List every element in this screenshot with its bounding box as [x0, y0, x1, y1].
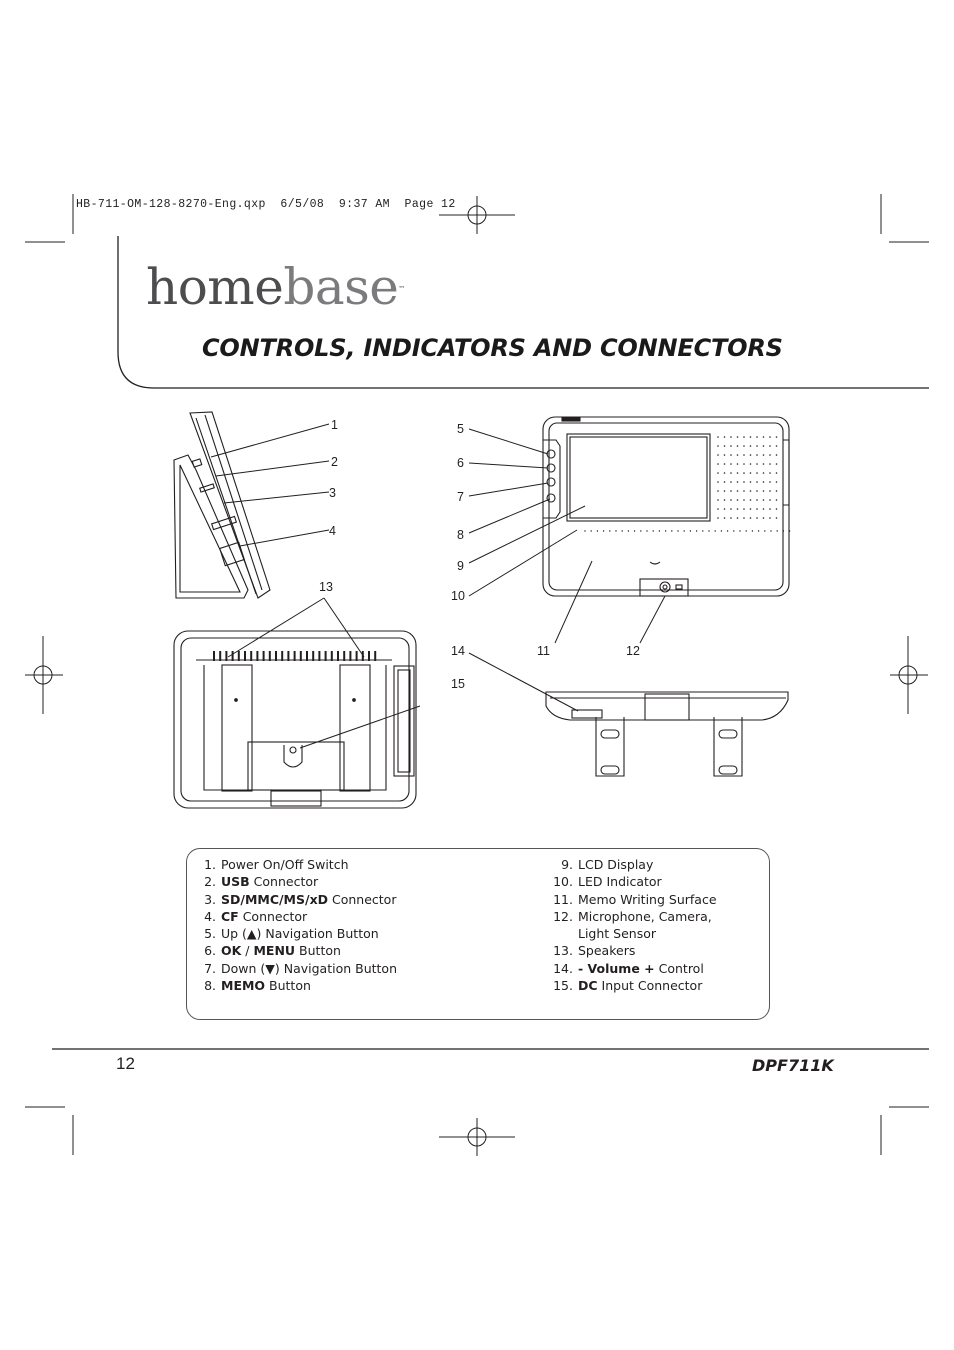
legend-right-column: [553, 856, 717, 994]
callout-5: 5: [457, 422, 464, 436]
leader-1: [211, 424, 329, 457]
callout-8: 8: [457, 528, 464, 542]
callout-4: 4: [329, 524, 336, 538]
callout-15: 15: [451, 677, 465, 691]
logo-trademark: ™: [398, 285, 405, 293]
legend-item: 9. LCD Display: [561, 857, 654, 872]
legend-item: 12. Microphone, Camera,: [553, 908, 712, 924]
registration-mark: [439, 196, 515, 234]
leader-10: [469, 530, 577, 596]
leader-13a: [228, 598, 324, 657]
registration-mark: [890, 636, 928, 714]
callout-9: 9: [457, 559, 464, 573]
side-view-diagram: [174, 412, 270, 598]
header-frame: [118, 236, 929, 388]
page-number: 12: [116, 1054, 135, 1073]
legend-item: 6. OK / MENU Button: [204, 943, 341, 959]
back-speaker-grille: [214, 651, 375, 661]
leader-11: [555, 561, 592, 643]
leader-6: [469, 463, 548, 468]
leader-13b: [324, 598, 364, 657]
legend-item: 7. Down (▼) Navigation Button: [204, 960, 397, 976]
callout-6: 6: [457, 456, 464, 470]
leader-15: [300, 706, 420, 748]
logo-part-home: home: [146, 258, 284, 316]
leader-14: [469, 653, 578, 711]
callout-11: 11: [537, 644, 550, 658]
leader-8: [469, 499, 550, 533]
callout-10: 10: [451, 589, 465, 603]
callout-13: 13: [319, 580, 333, 594]
legend-item: 5. Up (▲) Navigation Button: [204, 926, 379, 942]
leader-9: [469, 506, 585, 563]
legend-item: 3. SD/MMC/MS/xD Connector: [204, 891, 397, 907]
callout-7: 7: [457, 490, 464, 504]
legend-item: 11. Memo Writing Surface: [553, 891, 717, 907]
section-title: CONTROLS, INDICATORS AND CONNECTORS: [202, 334, 783, 362]
callout-14: 14: [451, 644, 465, 658]
callout-1: 1: [331, 418, 338, 432]
legend-item: 1. Power On/Off Switch: [204, 857, 349, 872]
legend-item: 14. - Volume + Control: [553, 960, 704, 976]
legend-left-column: [200, 856, 397, 994]
leader-12: [640, 596, 665, 643]
logo-part-base: base: [283, 258, 399, 316]
model-number: DPF711K: [752, 1056, 834, 1075]
registration-mark: [439, 1118, 515, 1156]
leader-7: [469, 483, 548, 496]
legend-item: 2. USB Connector: [204, 874, 319, 890]
legend-item: 13. Speakers: [553, 943, 636, 959]
callout-12: 12: [626, 644, 640, 658]
legend-item: 8. MEMO Button: [204, 978, 311, 994]
callout-3: 3: [329, 486, 336, 500]
speaker-grille: [584, 436, 790, 532]
leader-2: [216, 461, 329, 476]
legend-item: 10. LED Indicator: [553, 874, 662, 890]
callout-2: 2: [331, 455, 338, 469]
front-view-diagram: [543, 417, 789, 596]
registration-mark: [25, 636, 63, 714]
bottom-view-diagram: [546, 692, 788, 776]
leader-5: [469, 429, 548, 454]
legend-item-continuation: Light Sensor: [578, 926, 657, 942]
slug-line: HB-711-OM-128-8270-Eng.qxp 6/5/08 9:37 AM Page 12: [76, 198, 456, 211]
legend-item: 15. DC Input Connector: [553, 978, 703, 994]
legend-item: 4. CF Connector: [204, 908, 308, 924]
